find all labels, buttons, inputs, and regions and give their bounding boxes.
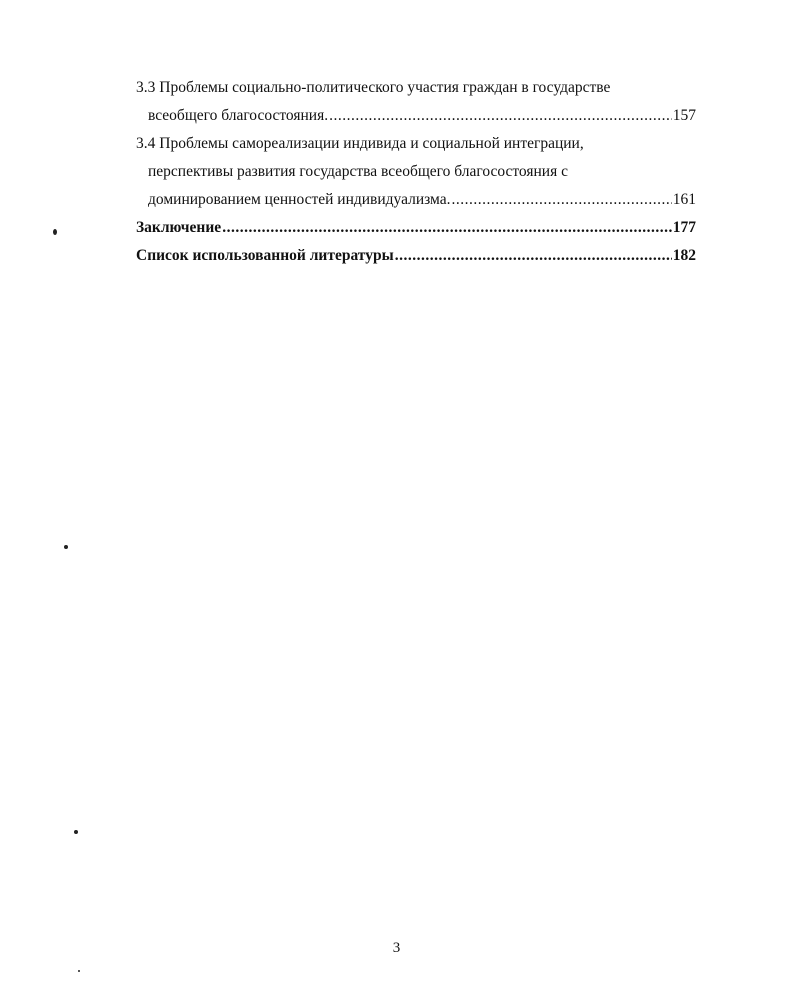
scan-speck — [78, 970, 80, 972]
toc-entry-conclusion — [136, 214, 696, 242]
toc-entry-text: доминированием ценностей индивидуализма. — [148, 191, 451, 208]
toc-page-number: 177 — [672, 219, 696, 236]
toc-entry-text: всеобщего благосостояния. — [148, 107, 329, 124]
toc-entry-text: 3.4 Проблемы самореализации индивида и социальной интеграции, — [136, 135, 584, 152]
toc-entry-text: перспективы развития государства всеобщего благосостояния с — [148, 163, 568, 180]
toc-entry-references — [136, 242, 696, 270]
scan-speck — [74, 830, 78, 834]
dot-leader — [222, 214, 672, 242]
toc-page-number: 157 — [672, 107, 696, 124]
toc-entry-3-3-line-1 — [136, 74, 696, 102]
toc-entry-3-4-line-2 — [136, 158, 696, 186]
toc-entry-text: 3.3 Проблемы социально-политического участия граждан в государстве — [136, 79, 611, 96]
toc-entry-3-3-line-2 — [136, 102, 696, 130]
toc-entry-3-4-line-1 — [136, 130, 696, 158]
toc-page-number: 161 — [672, 191, 696, 208]
toc-entry-3-4-line-3 — [136, 186, 696, 214]
scan-speck — [64, 545, 68, 549]
page-number: 3 — [392, 940, 401, 956]
toc-page-number: 182 — [672, 247, 696, 264]
dot-leader — [395, 242, 672, 270]
scan-speck — [53, 229, 57, 235]
dot-leader — [329, 102, 672, 130]
toc-entry-text: Заключение — [136, 219, 222, 236]
table-of-contents — [136, 74, 696, 270]
dot-leader — [452, 186, 672, 214]
toc-entry-text: Список использованной литературы — [136, 247, 394, 264]
